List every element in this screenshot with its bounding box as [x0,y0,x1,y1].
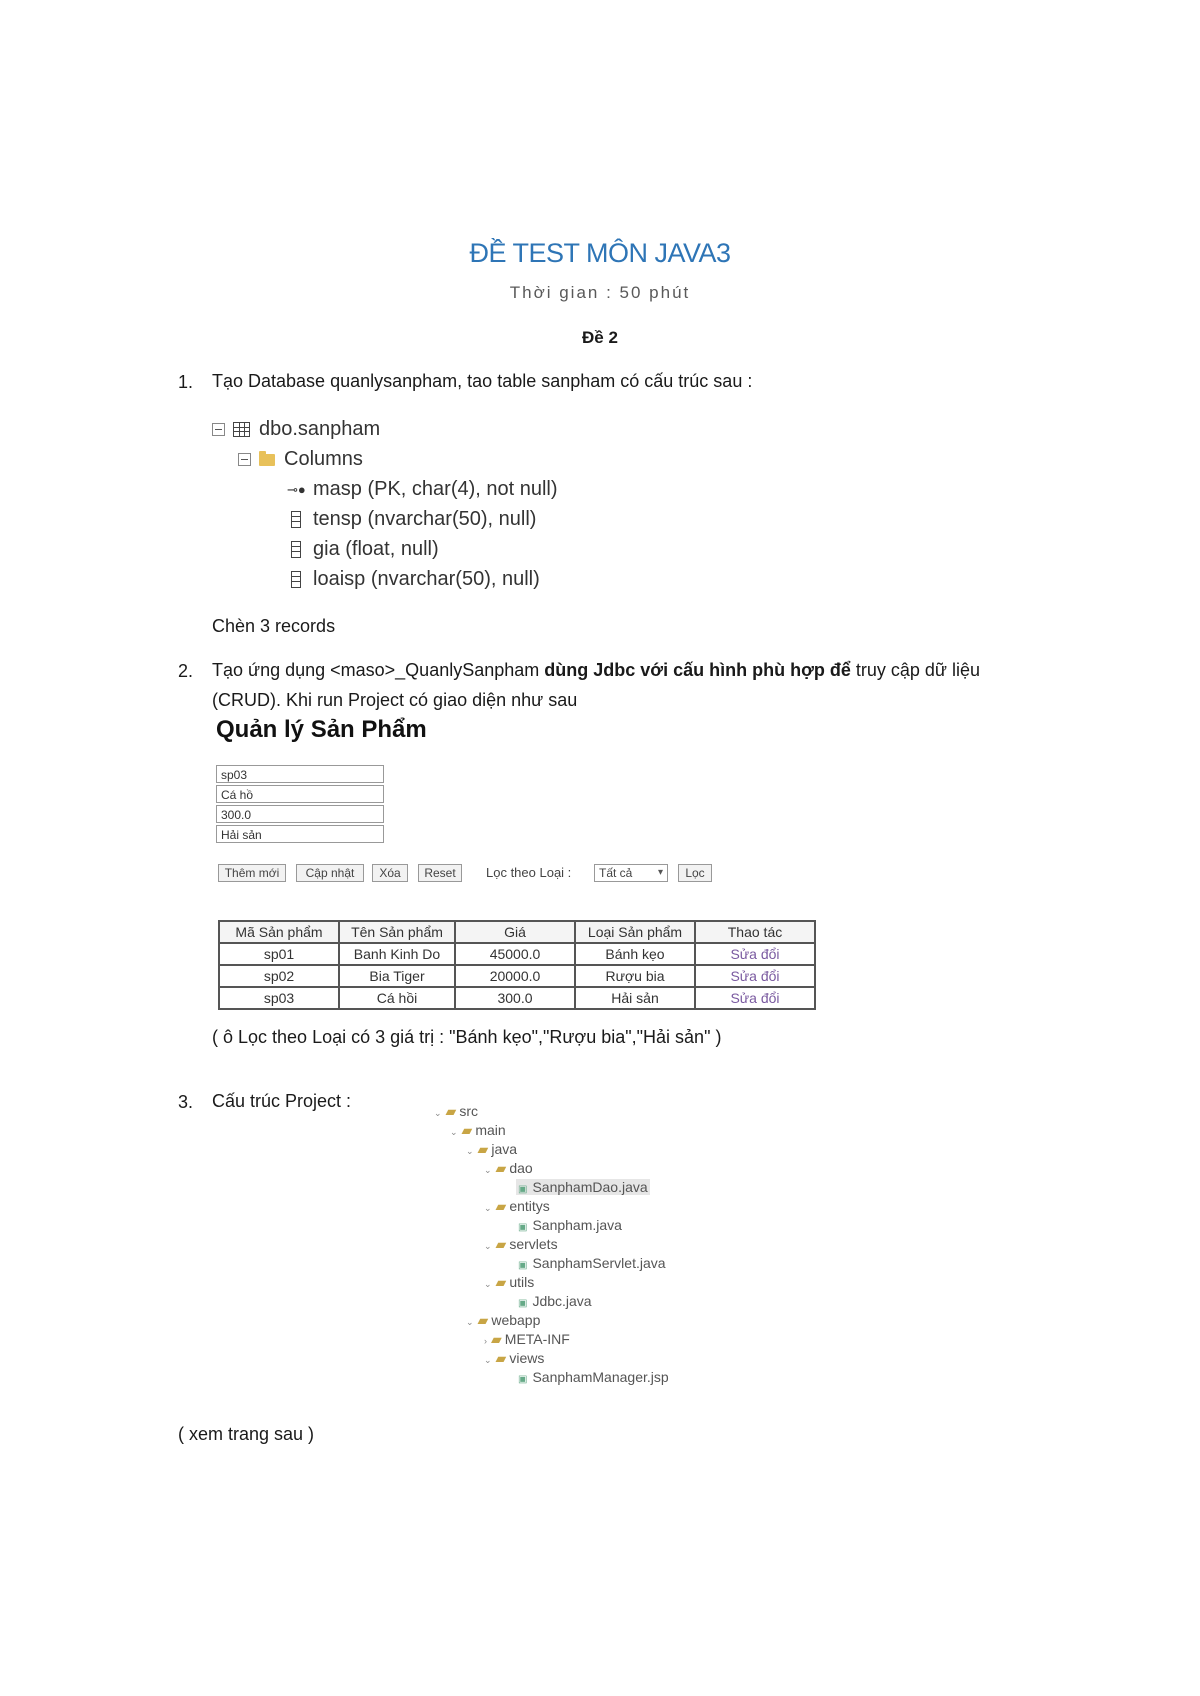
tree-table-row [212,418,380,441]
header-cell: Tên Sản phẩm [339,921,455,943]
tree-label: dao [509,1160,533,1176]
q2-text [212,655,980,685]
tree-label: servlets [509,1236,558,1252]
q1-note: Chèn 3 records [212,616,336,636]
column-icon [291,541,301,558]
tree-label: SanphamManager.jsp [532,1369,669,1385]
header-cell: Thao tác [695,921,815,943]
java-file-icon: ▣ [518,1222,528,1233]
q2-number: 2. [178,661,194,681]
chevron-down-icon: ⌄ [484,1241,492,1251]
chevron-down-icon: ⌄ [434,1108,442,1118]
tree-folder-java[interactable] [466,1141,517,1158]
filter-label: Lọc theo Loại : [486,865,572,880]
header-cell: Loại Sản phẩm [575,921,695,943]
folder-icon: ▰ [477,1141,489,1157]
column-label: masp (PK, char(4), not null) [313,478,558,500]
delete-button[interactable]: Xóa [372,864,408,882]
product-table [218,920,816,1010]
tree-folder-src[interactable] [434,1103,478,1120]
column-icon [291,511,301,528]
chevron-down-icon: ⌄ [484,1279,492,1289]
tree-column-row [291,568,540,591]
tree-folder-servlets[interactable] [484,1236,558,1253]
folder-icon: ▰ [495,1236,507,1252]
tree-column-row [287,478,558,501]
tree-file[interactable] [518,1255,666,1271]
collapse-icon [212,423,225,436]
tree-label: META-INF [504,1331,570,1347]
chevron-down-icon: ⌄ [484,1355,492,1365]
tree-folder-webapp[interactable] [466,1312,540,1329]
tree-label: utils [509,1274,535,1290]
table-name: dbo.sanpham [259,418,381,440]
document-title: ĐỀ TEST MÔN JAVA3 [469,238,731,268]
table-row [219,965,815,987]
table-row [219,943,815,965]
loaisp-input[interactable]: Hải sản [216,825,384,843]
column-icon [291,571,301,588]
exam-number: Đề 2 [582,328,618,347]
folder-icon: ▰ [477,1312,489,1328]
tree-folder-utils[interactable] [484,1274,534,1291]
tree-column-row [291,508,536,531]
column-label: gia (float, null) [313,538,439,560]
filter-select-value: Tất cả [599,866,633,880]
java-file-icon: ▣ [518,1184,528,1195]
table-cell: sp01 [219,943,339,965]
tree-label: SanphamDao.java [532,1179,648,1195]
table-cell: Bánh kẹo [575,943,695,965]
folder-icon: ▰ [495,1274,507,1290]
table-row [219,987,815,1009]
reset-button[interactable]: Reset [418,864,462,882]
q1-number: 1. [178,372,194,392]
footer-note: ( xem trang sau ) [178,1424,315,1444]
tree-column-row [291,538,439,561]
table-header-row [219,921,815,943]
columns-label: Columns [284,448,363,470]
table-cell: Bia Tiger [339,965,455,987]
key-icon: ⊸● [287,481,306,497]
tree-label: src [459,1103,478,1119]
tree-file[interactable] [518,1217,622,1233]
tree-label: java [491,1141,518,1157]
chevron-down-icon: ⌄ [466,1146,474,1156]
folder-icon: ▰ [491,1331,502,1347]
table-cell: Hải sản [575,987,695,1009]
table-cell: Cá hồi [339,987,455,1009]
q1-text: Tạo Database quanlysanpham, tao table sanpham có cấu trúc sau : [212,371,753,391]
tree-folder-dao[interactable] [484,1160,533,1177]
table-cell: sp03 [219,987,339,1009]
q2-text-a: Tạo ứng dụng <maso>_QuanlySanpham [212,660,545,680]
tree-label: views [509,1350,545,1366]
table-cell: Rượu bia [575,965,695,987]
header-cell: Giá [455,921,575,943]
header-cell: Mã Sản phẩm [219,921,339,943]
folder-icon: ▰ [495,1160,507,1176]
folder-icon: ▰ [495,1350,507,1366]
edit-link[interactable]: Sửa đổi [695,987,815,1009]
tree-file[interactable] [518,1293,592,1309]
java-file-icon: ▣ [518,1260,528,1271]
folder-icon: ▰ [445,1103,457,1119]
chevron-right-icon: › [484,1336,487,1346]
filter-select[interactable] [594,864,668,882]
q2-text-line2: (CRUD). Khi run Project có giao diện như sau [212,690,578,710]
folder-icon: ▰ [461,1122,473,1138]
tree-label: entitys [509,1198,550,1214]
app-title: Quản lý Sản Phẩm [216,716,427,743]
tree-label: Jdbc.java [532,1293,592,1309]
table-cell: 20000.0 [455,965,575,987]
table-cell: sp02 [219,965,339,987]
table-cell: 300.0 [455,987,575,1009]
update-button[interactable]: Cập nhật [296,864,364,882]
java-file-icon: ▣ [518,1298,528,1309]
filter-button[interactable]: Lọc [678,864,712,882]
table-icon [233,422,250,437]
q2-text-b: truy cập dữ liệu [850,660,980,680]
q2-text-bold: dùng Jdbc với cấu hình phù hợp để [544,660,851,680]
folder-icon: ▰ [495,1198,507,1214]
tensp-input[interactable]: Cá hồ [216,785,384,803]
time-limit: Thời gian : 50 phút [509,283,691,302]
tree-folder-main[interactable] [450,1122,506,1139]
add-button[interactable]: Thêm mới [218,864,286,882]
masp-input[interactable]: sp03 [216,765,384,783]
table-cell: 45000.0 [455,943,575,965]
tree-folder-views[interactable] [484,1350,544,1367]
chevron-down-icon: ⌄ [484,1165,492,1175]
q3-number: 3. [178,1092,194,1112]
collapse-icon [238,453,251,466]
tree-folder-entitys[interactable] [484,1198,550,1215]
tree-folder-meta-inf[interactable] [484,1331,570,1348]
tree-file[interactable] [516,1179,650,1195]
edit-link[interactable]: Sửa đổi [695,943,815,965]
jsp-file-icon: ▣ [518,1374,528,1385]
tree-label: main [475,1122,506,1138]
tree-label: SanphamServlet.java [532,1255,666,1271]
table-cell: Banh Kinh Do [339,943,455,965]
chevron-down-icon: ⌄ [466,1317,474,1327]
chevron-down-icon: ⌄ [450,1127,458,1137]
tree-label: Sanpham.java [532,1217,622,1233]
column-label: loaisp (nvarchar(50), null) [313,568,540,590]
q3-text: Cấu trúc Project : [212,1091,352,1111]
tree-file[interactable] [518,1369,669,1385]
tree-label: webapp [491,1312,541,1328]
tree-columns-row [238,448,363,471]
column-label: tensp (nvarchar(50), null) [313,508,537,530]
gia-input[interactable]: 300.0 [216,805,384,823]
chevron-down-icon: ⌄ [484,1203,492,1213]
edit-link[interactable]: Sửa đổi [695,965,815,987]
q2-note: ( ô Lọc theo Loại có 3 giá trị : "Bánh kẹo","Rượu bia","Hải sản" ) [212,1027,722,1047]
chevron-down-icon: ▾ [657,867,663,878]
folder-icon [259,454,275,466]
